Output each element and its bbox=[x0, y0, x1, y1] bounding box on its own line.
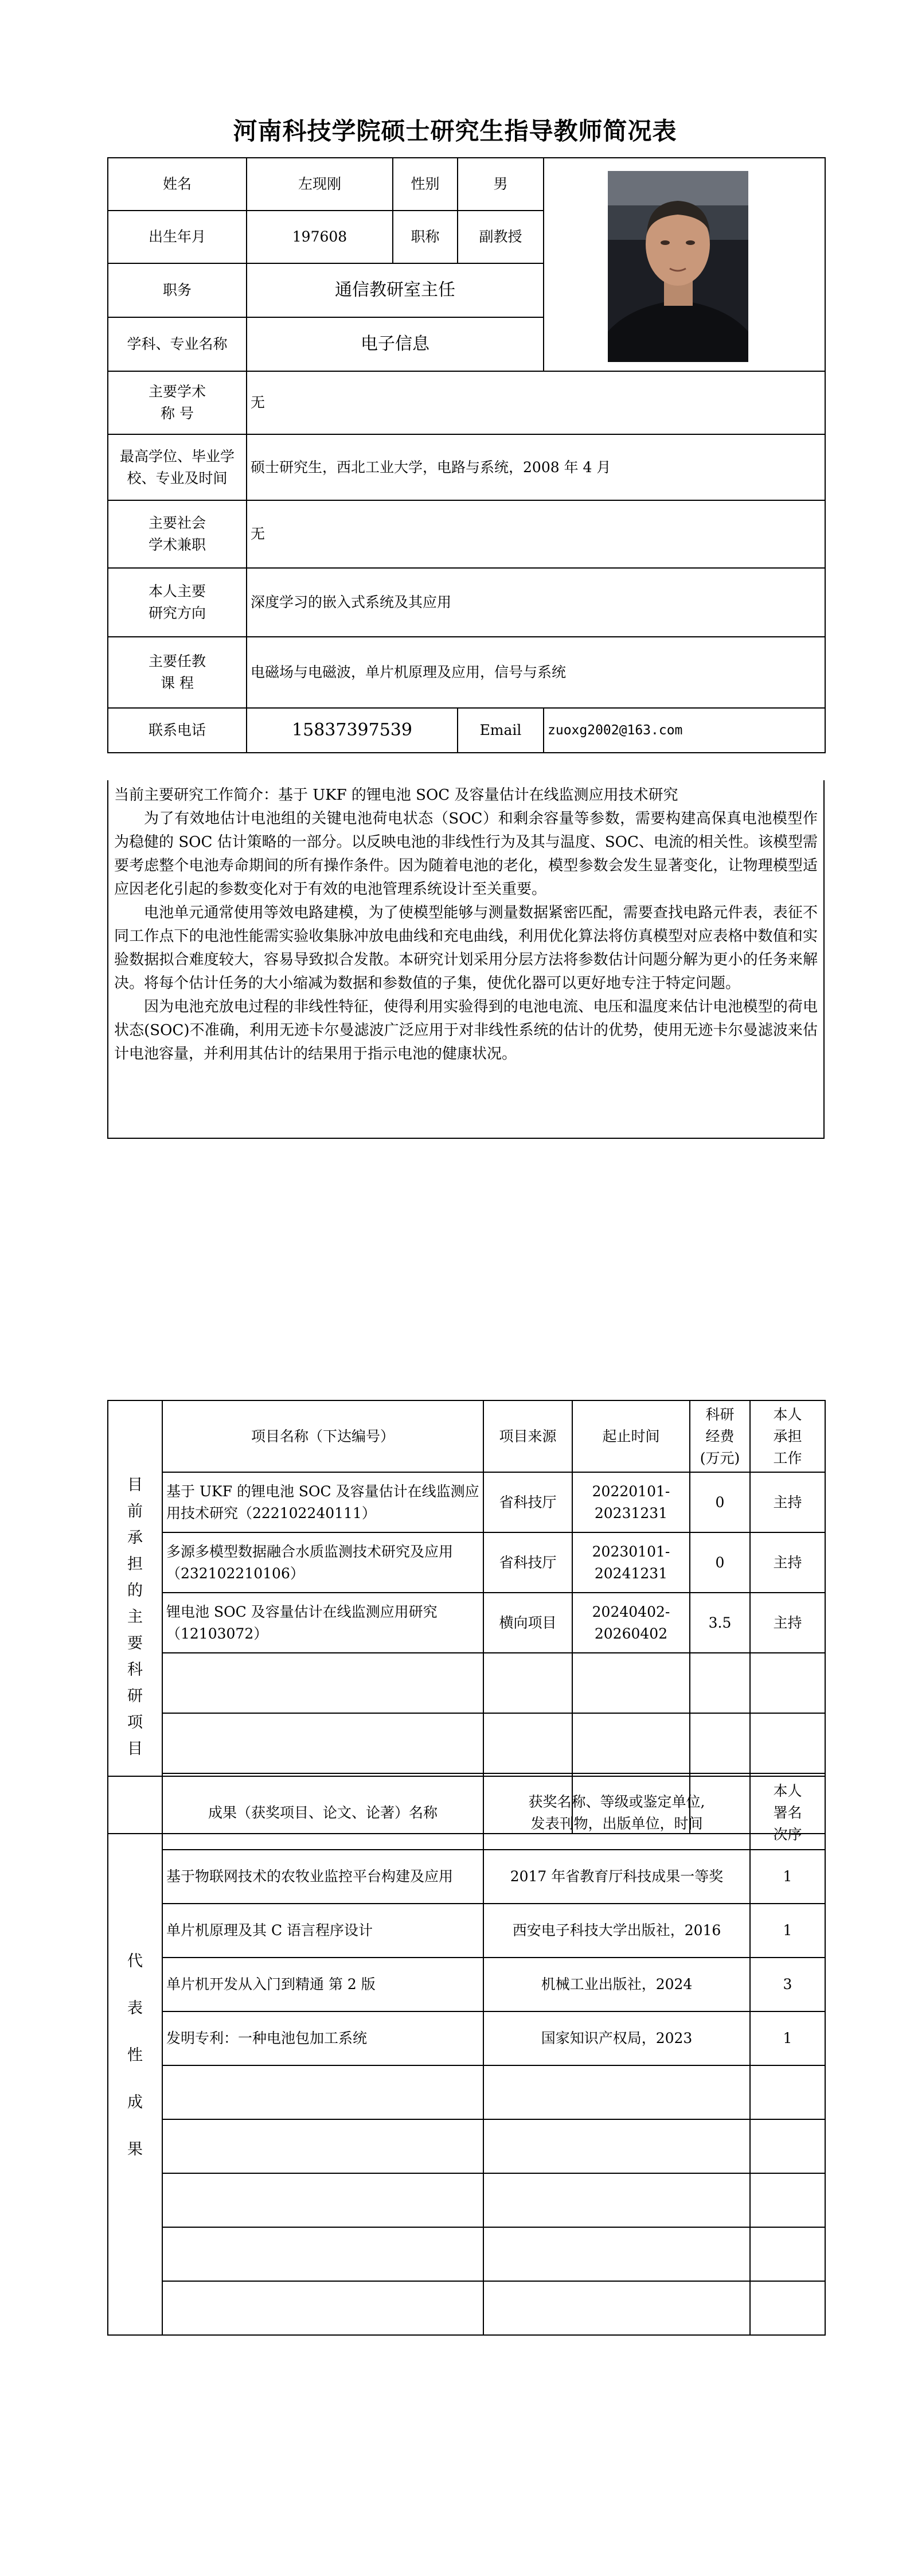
summary-paragraph-1: 为了有效地估计电池组的关键电池荷电状态（SOC）和剩余容量等参数，需要构建高保真电池模型作为稳健的 SOC 估计策略的一部分。以反映电池的非线性行为及其与温度、SOC、电流的相关性。该模型需要考虑整个电池寿命期间的所有操作条件。因为随着电池的老化，模型参数会发生显著变化，让物理模型适应因老化引起的参数变化对于有效的电池管理系统设计至关重要。 bbox=[114, 810, 818, 898]
projects-side-char: 担 bbox=[127, 1555, 143, 1573]
achievement-name: 基于物联网技术的农牧业监控平台构建及应用 bbox=[162, 1850, 483, 1904]
table-row bbox=[108, 1958, 825, 2011]
project-funding: 0 bbox=[690, 1532, 750, 1593]
research-label bbox=[108, 568, 247, 637]
table-row-empty bbox=[108, 1713, 825, 1773]
academic-value: 无 bbox=[247, 371, 825, 434]
project-role: 主持 bbox=[750, 1593, 825, 1653]
project-end: 20260402 bbox=[594, 1625, 668, 1642]
table-row-empty bbox=[108, 2173, 825, 2227]
role-header-line: 承担 bbox=[773, 1427, 802, 1445]
academic-label bbox=[108, 371, 247, 434]
projects-side-char: 项 bbox=[127, 1713, 143, 1731]
projects-side-char: 科 bbox=[127, 1660, 143, 1679]
courses-label bbox=[108, 637, 247, 708]
social-label bbox=[108, 500, 247, 568]
social-label-line1: 主要社会 bbox=[148, 515, 206, 531]
achievement-pub: 西安电子科技大学出版社，2016 bbox=[483, 1904, 750, 1958]
project-source: 横向项目 bbox=[483, 1593, 572, 1653]
achievements-side-char: 性 bbox=[127, 2046, 143, 2064]
table-row bbox=[108, 1904, 825, 1958]
name-value: 左现刚 bbox=[247, 158, 393, 211]
phone-value: 15837397539 bbox=[247, 708, 458, 753]
table-row bbox=[108, 1532, 825, 1593]
discipline-value: 电子信息 bbox=[247, 317, 544, 371]
projects-side-char: 承 bbox=[127, 1528, 143, 1547]
projects-side-char: 要 bbox=[127, 1634, 143, 1652]
table-row-empty bbox=[108, 1653, 825, 1713]
academic-label-line2: 称 号 bbox=[161, 405, 194, 422]
degree-label bbox=[108, 434, 247, 500]
table-row-empty bbox=[108, 2065, 825, 2119]
degree-value: 硕士研究生，西北工业大学，电路与系统，2008 年 4 月 bbox=[247, 434, 825, 500]
project-name: 锂电池 SOC 及容量估计在线监测应用研究（12103072） bbox=[162, 1593, 483, 1653]
achievement-rank: 1 bbox=[750, 2011, 825, 2065]
projects-side-char: 研 bbox=[127, 1687, 143, 1705]
courses-label-line2: 课 程 bbox=[161, 675, 194, 691]
projects-header-source: 项目来源 bbox=[483, 1400, 572, 1472]
projects-header-period: 起止时间 bbox=[572, 1400, 690, 1472]
courses-value: 电磁场与电磁波，单片机原理及应用，信号与系统 bbox=[247, 637, 825, 708]
achievement-pub: 机械工业出版社，2024 bbox=[483, 1958, 750, 2011]
position-value: 通信教研室主任 bbox=[247, 263, 544, 317]
title-label: 职称 bbox=[393, 211, 458, 263]
project-end: 20241231 bbox=[594, 1565, 668, 1582]
funding-header-line: (万元) bbox=[700, 1449, 740, 1466]
achievement-pub: 2017 年省教育厅科技成果一等奖 bbox=[483, 1850, 750, 1904]
project-source: 省科技厅 bbox=[483, 1472, 572, 1532]
email-value: zuoxg2002@163.com bbox=[544, 708, 825, 753]
funding-header-line: 经费 bbox=[705, 1427, 735, 1445]
projects-side-char: 的 bbox=[127, 1581, 143, 1600]
research-value: 深度学习的嵌入式系统及其应用 bbox=[247, 568, 825, 637]
avatar bbox=[608, 171, 748, 362]
project-start: 20220101- bbox=[592, 1482, 670, 1500]
projects-header-role bbox=[750, 1400, 825, 1472]
project-name: 多源多模型数据融合水质监测技术研究及应用（232102210106） bbox=[162, 1532, 483, 1593]
projects-side-char: 主 bbox=[127, 1608, 143, 1626]
courses-label-line1: 主要任教 bbox=[148, 653, 206, 670]
summary-intro: 当前主要研究工作简介：基于 UKF 的锂电池 SOC 及容量估计在线监测应用技术研究 bbox=[114, 787, 678, 804]
rank-header-line: 署名 bbox=[773, 1804, 802, 1821]
gender-value: 男 bbox=[458, 158, 544, 211]
photo-cell bbox=[544, 158, 825, 371]
research-summary bbox=[107, 780, 825, 1139]
project-role: 主持 bbox=[750, 1532, 825, 1593]
research-label-line1: 本人主要 bbox=[148, 583, 206, 600]
achievements-side-char: 表 bbox=[127, 1999, 143, 2017]
birth-label: 出生年月 bbox=[108, 211, 247, 263]
title-value: 副教授 bbox=[458, 211, 544, 263]
project-funding: 0 bbox=[690, 1472, 750, 1532]
academic-label-line1: 主要学术 bbox=[148, 383, 206, 400]
table-row-empty bbox=[108, 2227, 825, 2281]
projects-side-char: 前 bbox=[127, 1502, 143, 1520]
social-label-line2: 学术兼职 bbox=[148, 536, 206, 553]
rank-header-line: 本人 bbox=[773, 1783, 802, 1799]
gender-label: 性别 bbox=[393, 158, 458, 211]
projects-table bbox=[107, 1400, 826, 1834]
funding-header-line: 科研 bbox=[705, 1406, 735, 1423]
project-source: 省科技厅 bbox=[483, 1532, 572, 1593]
project-funding: 3.5 bbox=[690, 1593, 750, 1653]
page-title: 河南科技学院硕士研究生指导教师简况表 bbox=[233, 117, 677, 145]
achievement-name: 单片机开发从入门到精通 第 2 版 bbox=[162, 1958, 483, 2011]
social-value: 无 bbox=[247, 500, 825, 568]
project-start: 20230101- bbox=[592, 1543, 670, 1560]
email-label: Email bbox=[458, 708, 544, 753]
table-row-empty bbox=[108, 2119, 825, 2173]
project-name: 基于 UKF 的锂电池 SOC 及容量估计在线监测应用技术研究（222102240111） bbox=[162, 1472, 483, 1532]
achievements-side-label bbox=[108, 1776, 162, 2335]
info-table bbox=[107, 157, 826, 753]
position-label: 职务 bbox=[108, 263, 247, 317]
projects-header-funding bbox=[690, 1400, 750, 1472]
name-label: 姓名 bbox=[108, 158, 247, 211]
project-period bbox=[572, 1532, 690, 1593]
achievements-table bbox=[107, 1776, 826, 2336]
project-period bbox=[572, 1472, 690, 1532]
projects-side-label bbox=[108, 1400, 162, 1834]
role-header-line: 工作 bbox=[773, 1449, 802, 1466]
birth-value: 197608 bbox=[247, 211, 393, 263]
projects-header-name: 项目名称（下达编号） bbox=[162, 1400, 483, 1472]
project-start: 20240402- bbox=[592, 1603, 670, 1620]
achievements-header-pub bbox=[483, 1776, 750, 1850]
summary-paragraph-2: 电池单元通常使用等效电路建模，为了使模型能够与测量数据紧密匹配，需要查找电路元件表，表征不同工作点下的电池性能需实验收集脉冲放电曲线和充电曲线，利用优化算法将仿真模型对应表格中数值和实验数据拟合难度较大，容易导致拟合发散。本研究计划采用分层方法将参数估计问题分解为更小的任务来解决。将每个估计任务的大小缩减为数据和参数值的子集，使优化器可以更好地专注于特定问题。 bbox=[114, 904, 818, 992]
achievements-side-char: 成 bbox=[127, 2094, 143, 2111]
achievements-header-name: 成果（获奖项目、论文、论著）名称 bbox=[162, 1776, 483, 1850]
table-row bbox=[108, 1472, 825, 1532]
achievement-rank: 3 bbox=[750, 1958, 825, 2011]
project-role: 主持 bbox=[750, 1472, 825, 1532]
role-header-line: 本人 bbox=[773, 1406, 802, 1423]
achievement-pub: 国家知识产权局，2023 bbox=[483, 2011, 750, 2065]
summary-paragraph-3: 因为电池充放电过程的非线性特征，使得利用实验得到的电池电流、电压和温度来估计电池模型的荷电状态(SOC)不准确，利用无迹卡尔曼滤波广泛应用于对非线性系统的估计的优势，使用无迹卡尔曼滤波来估计电池容量，并利用其估计的结果用于指示电池的健康状况。 bbox=[114, 998, 818, 1063]
pub-header-line: 发表刊物，出版单位，时间 bbox=[530, 1815, 703, 1832]
degree-label-line2: 校、专业及时间 bbox=[127, 469, 228, 487]
table-row bbox=[108, 1850, 825, 1904]
phone-label: 联系电话 bbox=[108, 708, 247, 753]
discipline-label: 学科、专业名称 bbox=[108, 317, 247, 371]
achievement-name: 发明专利：一种电池包加工系统 bbox=[162, 2011, 483, 2065]
projects-side-char: 目 bbox=[127, 1740, 143, 1758]
degree-label-line1: 最高学位、毕业学 bbox=[119, 448, 235, 465]
table-row bbox=[108, 2011, 825, 2065]
table-row bbox=[108, 1593, 825, 1653]
pub-header-line: 获奖名称、等级或鉴定单位, bbox=[528, 1793, 705, 1810]
achievements-side-char: 果 bbox=[127, 2141, 143, 2158]
table-row-empty bbox=[108, 2281, 825, 2335]
achievement-rank: 1 bbox=[750, 1904, 825, 1958]
project-end: 20231231 bbox=[594, 1504, 668, 1522]
project-period bbox=[572, 1593, 690, 1653]
research-label-line2: 研究方向 bbox=[148, 605, 206, 621]
projects-side-char: 目 bbox=[127, 1476, 143, 1494]
achievement-name: 单片机原理及其 C 语言程序设计 bbox=[162, 1904, 483, 1958]
achievement-rank: 1 bbox=[750, 1850, 825, 1904]
achievements-side-char: 代 bbox=[127, 1952, 143, 1970]
achievements-header-rank bbox=[750, 1776, 825, 1850]
rank-header-line: 次序 bbox=[773, 1826, 802, 1843]
